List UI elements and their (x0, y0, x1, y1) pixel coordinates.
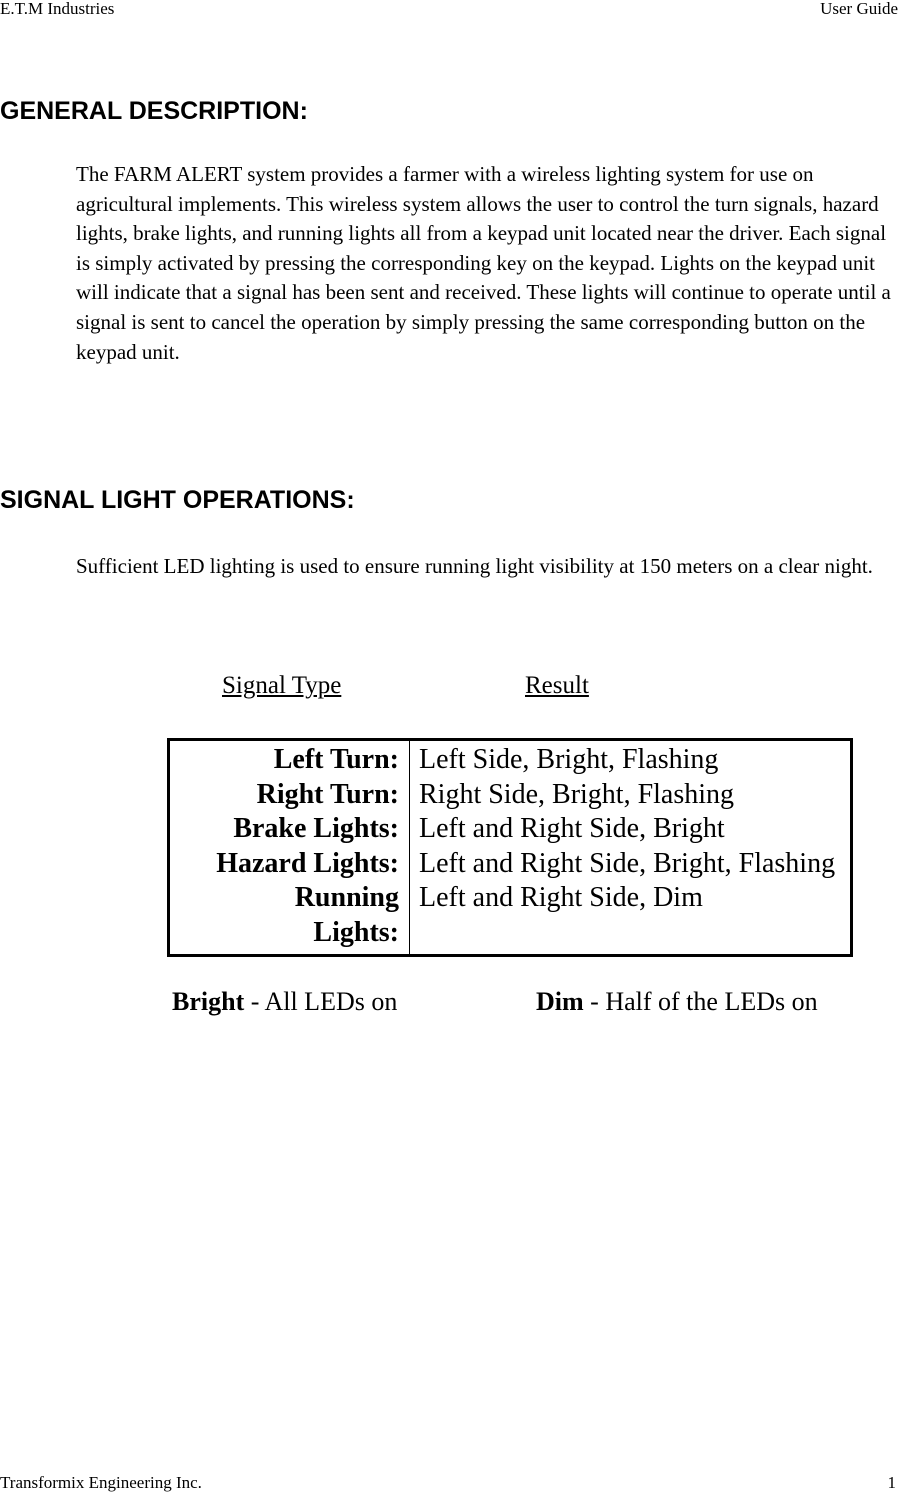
page-number: 1 (887, 1473, 896, 1492)
result-right-turn: Right Side, Bright, Flashing (419, 778, 735, 810)
signal-operations-paragraph: Sufficient LED lighting is used to ensure running light visibility at 150 meters on a clear night. (76, 554, 873, 578)
signal-type-running: Running (294, 882, 399, 913)
general-description-heading: GENERAL DESCRIPTION: (0, 97, 308, 125)
result-hazard-lights: Left and Right Side, Bright, Flashing (419, 847, 836, 879)
legend-bright-term: Bright (172, 987, 245, 1016)
legend-bright (172, 987, 397, 1017)
general-description-paragraph: The FARM ALERT system provides a farmer with a wireless lighting system for use on agricultural implements. This wireless system allows the user to control the turn signals, hazard lights, brake lights, and running lights all from a keypad unit located near the driver. Each signal is simply activated by pressing the corresponding key on the keypad. Lights on the keypad unit will indicate that a signal has been sent and received. These lights will continue to operate until a signal is sent to cancel the operation by simply pressing the same corresponding button on the keypad unit. (76, 162, 891, 364)
legend-dim-desc: - Half of the LEDs on (583, 987, 818, 1016)
footer-company: Transformix Engineering Inc. (0, 1473, 202, 1492)
signal-results-cell (410, 740, 852, 956)
result-running-lights: Left and Right Side, Dim (419, 882, 703, 913)
signal-type-brake-lights: Brake Lights: (233, 813, 399, 844)
result-brake-lights: Left and Right Side, Bright (419, 813, 725, 844)
result-column-heading: Result (525, 672, 589, 699)
signal-type-column-heading: Signal Type (222, 672, 342, 699)
signal-type-lights: Lights: (313, 916, 399, 948)
legend-bright-desc: - All LEDs on (244, 987, 398, 1016)
signal-type-right-turn: Right Turn: (256, 778, 399, 810)
signal-type-hazard-lights: Hazard Lights: (216, 847, 399, 879)
signal-types-cell (169, 740, 410, 956)
legend-dim (536, 987, 818, 1017)
signal-operations-heading: SIGNAL LIGHT OPERATIONS: (0, 486, 355, 514)
signal-table (167, 738, 853, 957)
signal-type-left-turn: Left Turn: (273, 744, 399, 775)
result-left-turn: Left Side, Bright, Flashing (419, 744, 719, 775)
header-company: E.T.M Industries (0, 0, 115, 18)
header-doc-title: User Guide (820, 0, 898, 18)
legend-dim-term: Dim (536, 987, 584, 1016)
